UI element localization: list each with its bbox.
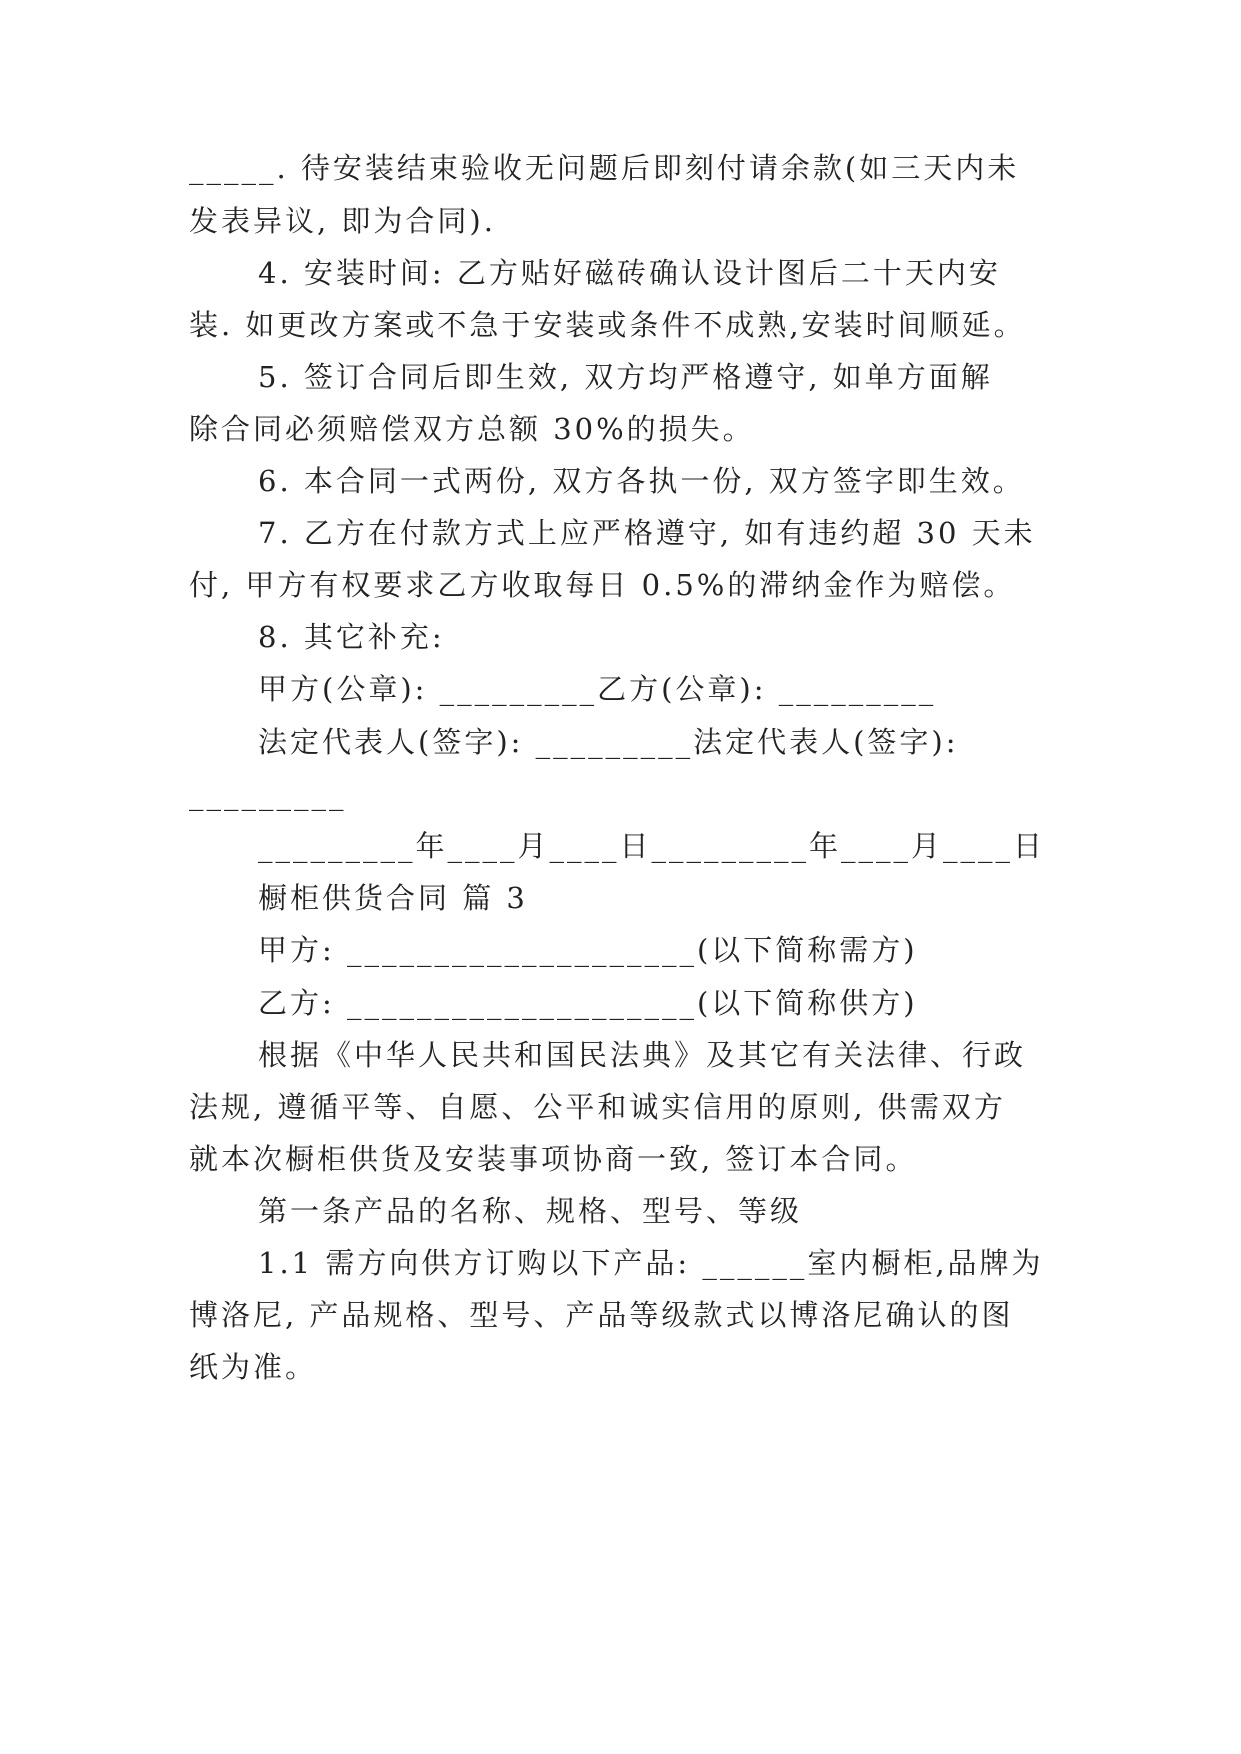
article-heading: 第一条产品的名称、规格、型号、等级 [258,1194,803,1228]
text-line-9: 付, 甲方有权要求乙方收取每日 0.5%的滞纳金作为赔偿。 [189,568,1016,602]
text-line-6: 除合同必须赔偿双方总额 30%的损失。 [189,412,755,446]
article-line-2: 博洛尼, 产品规格、型号、产品等级款式以博洛尼确认的图 [189,1298,1014,1332]
text-line-7: 6. 本合同一式两份, 双方各执一份, 双方签字即生效。 [258,464,1025,498]
signature-line-seal: 甲方(公章): _________乙方(公章): _________ [258,672,937,706]
text-line-3: 4. 安装时间: 乙方贴好磁砖确认设计图后二十天内安 [258,256,1001,290]
paragraph-line-2: 法规, 遵循平等、自愿、公平和诚实信用的原则, 供需双方 [189,1090,1006,1124]
party-a-line: 甲方: ____________________(以下简称需方) [258,933,918,967]
signature-blank: _________ [189,777,347,811]
date-line: _________年____月____日_________年____月____日 [258,829,1046,863]
text-line-4: 装. 如更改方案或不急于安装或条件不成熟,安装时间顺延。 [189,308,1026,342]
text-line-1: _____. 待安装结束验收无问题后即刻付请余款(如三天内未 [189,151,1020,185]
paragraph-line-3: 就本次橱柜供货及安装事项协商一致, 签订本合同。 [189,1142,918,1176]
party-b-line: 乙方: ____________________(以下简称供方) [258,986,918,1020]
signature-line-representative: 法定代表人(签字): _________法定代表人(签字): [258,725,959,759]
section-title: 橱柜供货合同 篇 3 [258,881,528,915]
text-line-5: 5. 签订合同后即生效, 双方均严格遵守, 如单方面解 [258,360,993,394]
article-line-3: 纸为准。 [189,1350,318,1384]
text-line-10: 8. 其它补充: [258,620,445,654]
text-line-8: 7. 乙方在付款方式上应严格遵守, 如有违约超 30 天未 [258,516,1036,550]
text-line-2: 发表异议, 即为合同). [189,204,496,238]
paragraph-line-1: 根据《中华人民共和国民法典》及其它有关法律、行政 [258,1038,1027,1072]
article-line-1: 1.1 需方向供方订购以下产品: ______室内橱柜,品牌为 [258,1246,1044,1280]
